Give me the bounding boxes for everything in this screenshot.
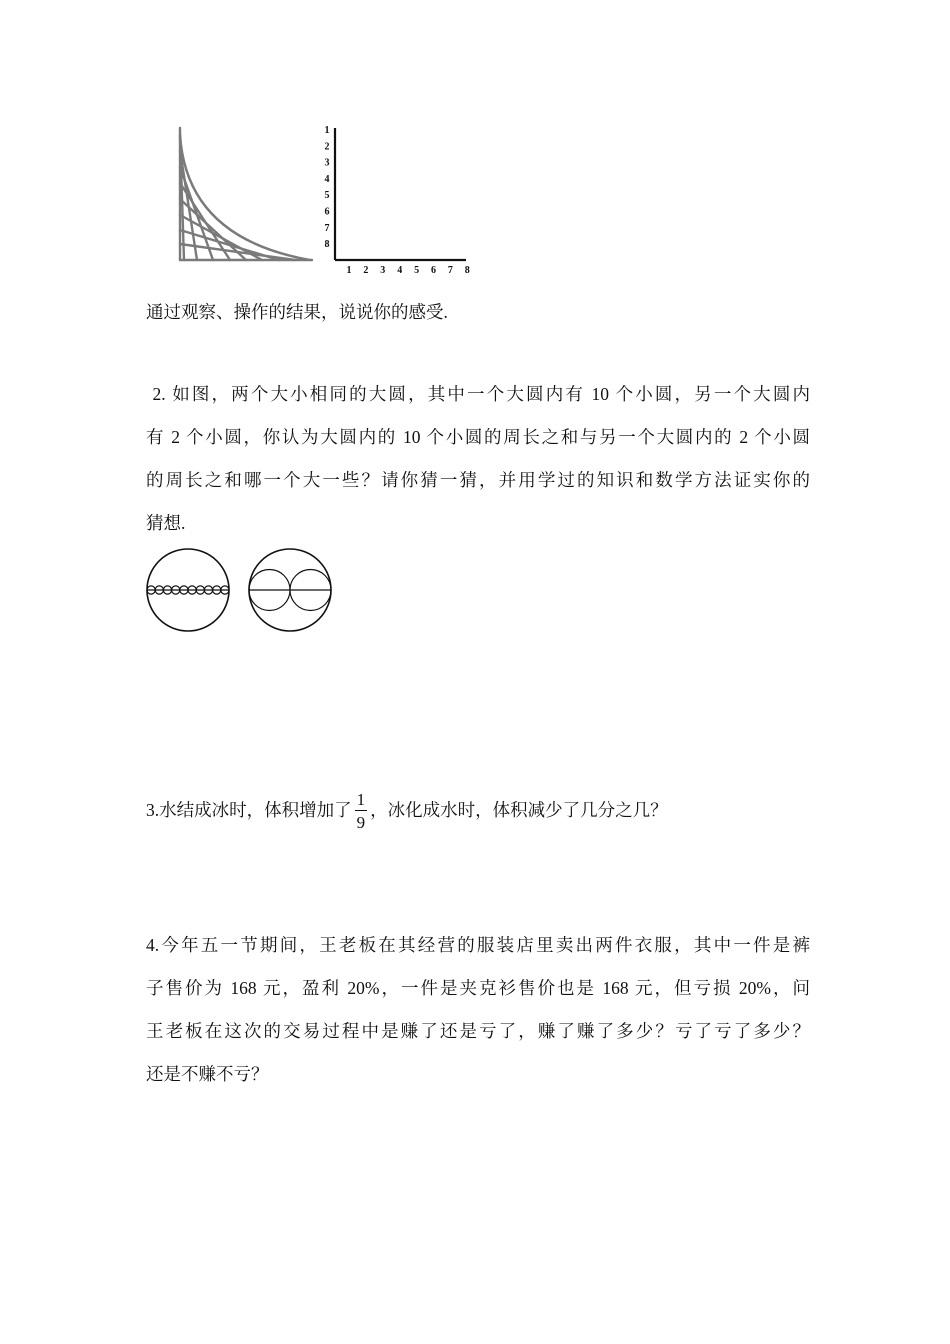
q2-line-3: 的周长之和哪一个大一些？请你猜一猜，并用学过的知识和数学方法证实你的 <box>146 470 810 490</box>
fraction-numerator: 1 <box>356 790 366 809</box>
x-axis-ticks <box>347 265 470 276</box>
y-tick-label: 7 <box>324 222 330 234</box>
q2-line-1: 2. 如图，两个大小相同的大圆，其中一个大圆内有 10 个小圆，另一个大圆内 <box>146 384 810 404</box>
q3-text-before: 3.水结成冰时，体积增加了 <box>146 800 352 821</box>
x-tick-label: 5 <box>414 265 420 276</box>
y-tick-label: 8 <box>324 239 330 251</box>
q2-line-4: 猜想. <box>146 513 186 533</box>
q3-line <box>146 786 668 836</box>
y-tick-label: 2 <box>324 141 330 153</box>
y-tick-label: 3 <box>324 157 330 169</box>
curve-stitching-figure <box>170 120 480 280</box>
q3-fraction <box>355 791 368 831</box>
empty-coordinate-axes <box>325 125 470 276</box>
y-tick-label: 6 <box>324 206 330 218</box>
q2-line-2: 有 2 个小圆，你认为大圆内的 10 个小圆的周长之和与另一个大圆内的 2 个小圆 <box>146 427 810 447</box>
q4-line-1: 4.今年五一节期间，王老板在其经营的服装店里卖出两件衣服，其中一件是裤 <box>146 935 810 955</box>
y-tick-label: 1 <box>324 125 330 136</box>
big-circle-left <box>147 549 229 631</box>
y-tick-label: 4 <box>324 173 330 185</box>
x-tick-label: 4 <box>397 265 403 276</box>
q4-line-2: 子售价为 168 元，盈利 20%，一件是夹克衫售价也是 168 元，但亏损 20%，问 <box>146 978 810 998</box>
q3-text-after: ，冰化成水时，体积减少了几分之几？ <box>370 800 668 821</box>
q4-line-4: 还是不赚不亏？ <box>146 1064 269 1084</box>
y-tick-label: 5 <box>324 190 330 202</box>
x-tick-label: 6 <box>431 265 436 276</box>
big-circle-right <box>249 549 331 631</box>
x-tick-label: 7 <box>447 265 453 276</box>
fraction-denominator: 9 <box>356 813 366 832</box>
x-tick-label: 2 <box>363 265 369 276</box>
y-axis-ticks <box>325 125 330 250</box>
circles-figure <box>140 544 360 636</box>
x-tick-label: 1 <box>346 265 352 276</box>
stitched-curve <box>180 128 312 260</box>
x-tick-label: 3 <box>380 265 386 276</box>
x-tick-label: 8 <box>464 265 470 276</box>
reflection-text: 通过观察、操作的结果，说说你的感受. <box>146 302 448 322</box>
question-3 <box>146 786 810 846</box>
q4-line-3: 王老板在这次的交易过程中是赚了还是亏了，赚了赚了多少？亏了亏了多少？ <box>146 1021 810 1041</box>
